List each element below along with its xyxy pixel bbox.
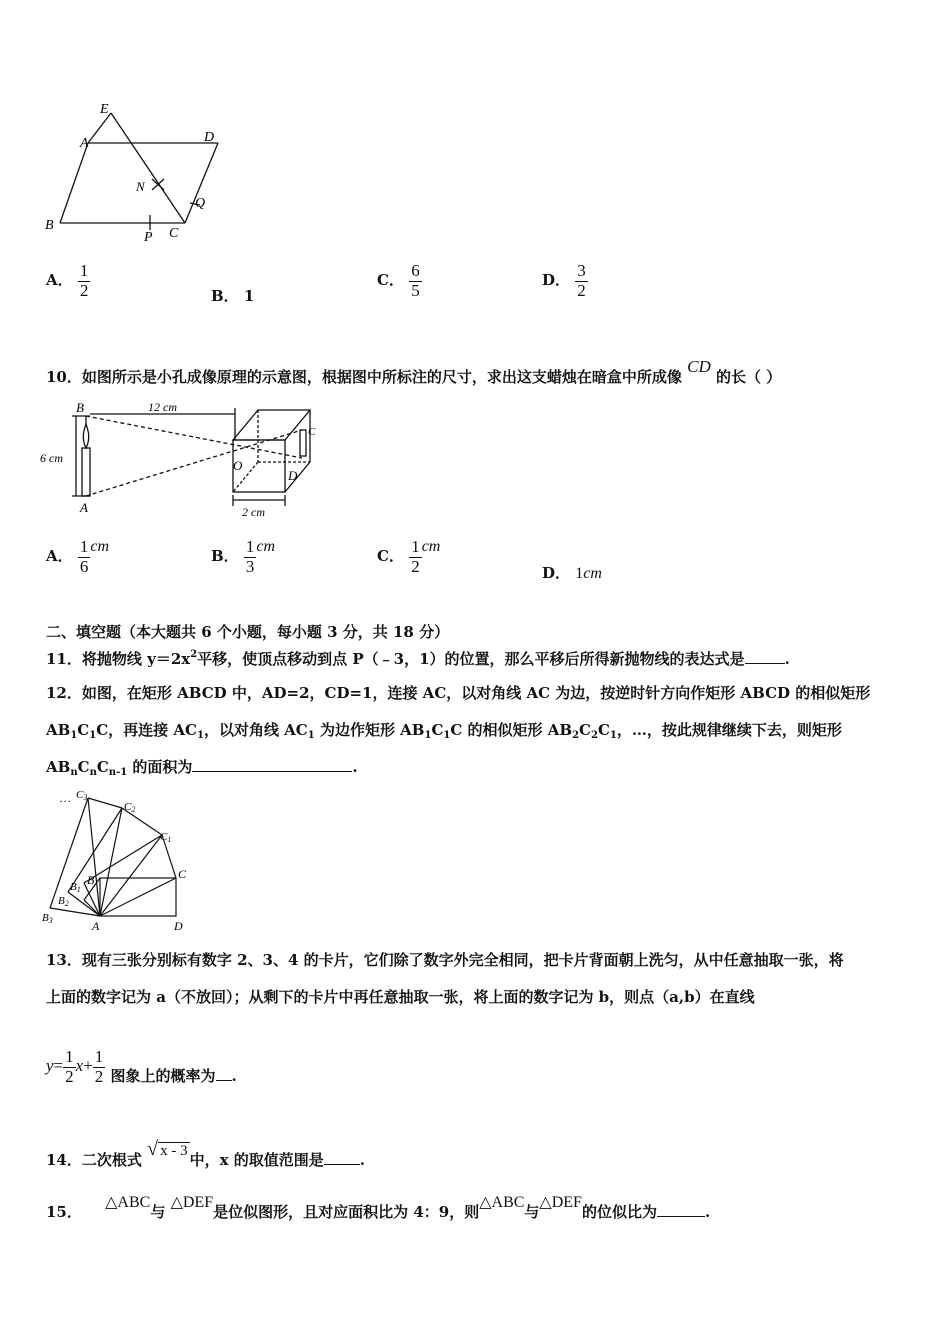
question-text: 现有三张分别标有数字 2、3、4 的卡片，它们除了数字外完全相同，把卡片背面朝上洗匀，从中任意抽取一张，将 <box>81 951 844 969</box>
label-Q: Q <box>195 196 206 211</box>
option-letter: B． <box>211 287 239 305</box>
label-P: P <box>144 230 153 245</box>
word-and: 与 <box>150 1203 166 1221</box>
question-text-end: 的长（ ） <box>715 368 782 386</box>
question-10 <box>46 357 781 387</box>
option-letter: D． <box>542 564 571 582</box>
sqrt-expression: √ x - 3 <box>147 1138 188 1160</box>
numerator: 1 <box>94 1047 104 1066</box>
question-number: 14． <box>46 1151 82 1169</box>
label-B2: B2 <box>58 895 69 908</box>
period: . <box>359 1151 366 1169</box>
label-C2: C2 <box>124 801 136 814</box>
question-12-line-1 <box>46 682 870 703</box>
unit: cm <box>421 538 441 556</box>
question-number: 10． <box>46 368 82 386</box>
denominator: 2 <box>79 280 89 300</box>
q9-figure <box>40 95 230 245</box>
denominator: 2 <box>65 1066 74 1086</box>
q9-option-b <box>211 285 254 306</box>
answer-blank[interactable] <box>657 1216 705 1217</box>
period: . <box>352 758 358 776</box>
unit: cm <box>90 538 110 556</box>
dots: … <box>60 791 71 805</box>
label-B1: B1 <box>70 881 81 894</box>
fraction <box>575 262 588 300</box>
eq-y: y <box>46 1056 54 1076</box>
label-E: E <box>100 102 109 117</box>
period: . <box>704 1203 711 1221</box>
label-D: D <box>204 130 215 145</box>
period: . <box>784 650 790 668</box>
q10-figure <box>40 400 330 525</box>
triangle-def-2: △DEF <box>539 1194 582 1211</box>
numerator: 1 <box>245 537 255 556</box>
label-N: N <box>136 179 145 194</box>
fraction <box>78 538 91 576</box>
q10-option-b <box>211 538 275 576</box>
unit: cm <box>583 565 602 582</box>
label-2cm: 2 cm <box>242 505 265 519</box>
answer-blank[interactable] <box>745 663 785 664</box>
radicand: x - 3 <box>160 1143 188 1159</box>
word-and-2: 与 <box>524 1203 540 1221</box>
eq-x: x <box>75 1056 84 1076</box>
unit: cm <box>256 538 276 556</box>
label-B: B <box>45 218 54 233</box>
numerator: 6 <box>411 261 420 280</box>
fraction <box>63 1048 76 1086</box>
label-12cm: 12 cm <box>148 400 177 414</box>
label-A: A <box>80 136 89 151</box>
label-C3: C3 <box>76 789 88 802</box>
section-2-title: 二、填空题（本大题共 6 个小题，每小题 3 分，共 18 分） <box>46 623 450 641</box>
period: . <box>231 1067 237 1086</box>
question-12-line-2: $AB_1C_1C$，再连接 $AC_1$，以对角线 $AC_1$ 为边作矩形 $AB_1C_1C$ 的相似矩形 $AB_2C_2C_1$，…，按此规律继续下去，则矩形 <box>46 721 842 741</box>
eq-plus: + <box>83 1056 93 1076</box>
triangle-def: △DEF <box>170 1194 214 1211</box>
label-C1: C1 <box>160 831 172 844</box>
numerator: 1 <box>65 1047 74 1066</box>
question-number: 12． <box>46 684 82 702</box>
q9-option-a <box>46 262 90 300</box>
q9-option-c <box>377 262 422 300</box>
q9-option-d <box>542 262 588 300</box>
option-letter: B． <box>211 547 239 566</box>
label-O: O <box>233 458 243 473</box>
label-6cm: 6 cm <box>40 451 63 465</box>
denominator: 3 <box>245 556 255 576</box>
question-text: 如图，在矩形 ABCD 中，AD=2，CD=1，连接 AC，以对角线 AC 为边，按逆时针方向作矩形 ABCD 的相似矩形 <box>81 684 871 702</box>
numerator: 1 <box>411 537 420 556</box>
fraction <box>409 538 422 576</box>
question-15 <box>46 1192 710 1222</box>
question-text: 如图所示是小孔成像原理的示意图，根据图中所标注的尺寸，求出这支蜡烛在暗盒中所成像 <box>81 368 682 386</box>
eq-equals: = <box>53 1056 64 1076</box>
denominator: 2 <box>411 556 420 576</box>
label-A: A <box>92 919 100 933</box>
option-value: 1 <box>575 565 584 582</box>
label-D: D <box>288 468 298 483</box>
label-A: A <box>80 500 88 515</box>
question-text: 是位似图形，且对应面积比为 4：9，则 <box>213 1203 480 1221</box>
fraction <box>78 262 91 300</box>
denominator: 2 <box>577 280 586 300</box>
option-letter: C． <box>377 271 404 290</box>
question-text-2: 中，x 的取值范围是 <box>189 1151 324 1169</box>
question-11 <box>46 648 790 669</box>
option-letter: D． <box>542 271 571 290</box>
q12-figure <box>40 788 200 936</box>
question-text: 将抛物线 y＝2x <box>81 650 191 668</box>
q10-option-a <box>46 538 109 576</box>
question-number: 11． <box>46 650 82 668</box>
label-B: B <box>76 400 84 415</box>
answer-blank[interactable] <box>324 1164 360 1165</box>
label-D: D <box>174 919 183 933</box>
denominator: 6 <box>79 556 89 576</box>
q10-option-c <box>377 538 440 576</box>
label-B: B <box>87 873 95 887</box>
triangle-abc-2: △ABC <box>479 1194 525 1211</box>
option-letter: C． <box>377 547 404 566</box>
option-value: 1 <box>243 287 255 305</box>
fraction <box>93 1048 106 1086</box>
question-12-line-3: $AB_nC_nC_{n-1}$ 的面积为 . <box>46 758 358 778</box>
fraction <box>244 538 257 576</box>
superscript: 2 <box>190 649 198 660</box>
option-letter: A． <box>46 271 73 290</box>
label-C: C <box>169 226 179 241</box>
fraction <box>409 262 422 300</box>
numerator: 1 <box>79 537 89 556</box>
answer-blank[interactable] <box>216 1080 232 1081</box>
label-B3: B3 <box>42 912 53 925</box>
numerator: 3 <box>577 261 586 280</box>
denominator: 5 <box>411 280 420 300</box>
question-number: 15． <box>46 1203 82 1221</box>
label-C: C <box>308 426 316 438</box>
triangle-abc: △ABC <box>105 1194 151 1211</box>
answer-blank[interactable] <box>192 771 352 772</box>
question-text-2: 的位似比为 <box>581 1203 657 1221</box>
segment-cd: CD <box>687 357 711 376</box>
question-text: 二次根式 <box>81 1151 142 1169</box>
question-number: 13． <box>46 951 82 969</box>
question-text-2: 平移，使顶点移动到点 P（﹣3，1）的位置，那么平移后所得新抛物线的表达式是 <box>197 650 745 668</box>
question-13-line-2: 上面的数字记为 a（不放回）；从剩下的卡片中再任意抽取一张，将上面的数字记为 b，则点（a,b）在直线 <box>46 988 755 1006</box>
question-14 <box>46 1138 365 1170</box>
question-text-3: 图象上的概率为 <box>110 1067 216 1086</box>
q10-option-d <box>542 562 602 583</box>
denominator: 2 <box>94 1066 104 1086</box>
question-13-line-1 <box>46 949 844 970</box>
numerator: 1 <box>79 261 89 280</box>
option-letter: A． <box>46 547 73 566</box>
question-13-line-3 <box>46 1048 237 1086</box>
label-C: C <box>178 867 187 881</box>
